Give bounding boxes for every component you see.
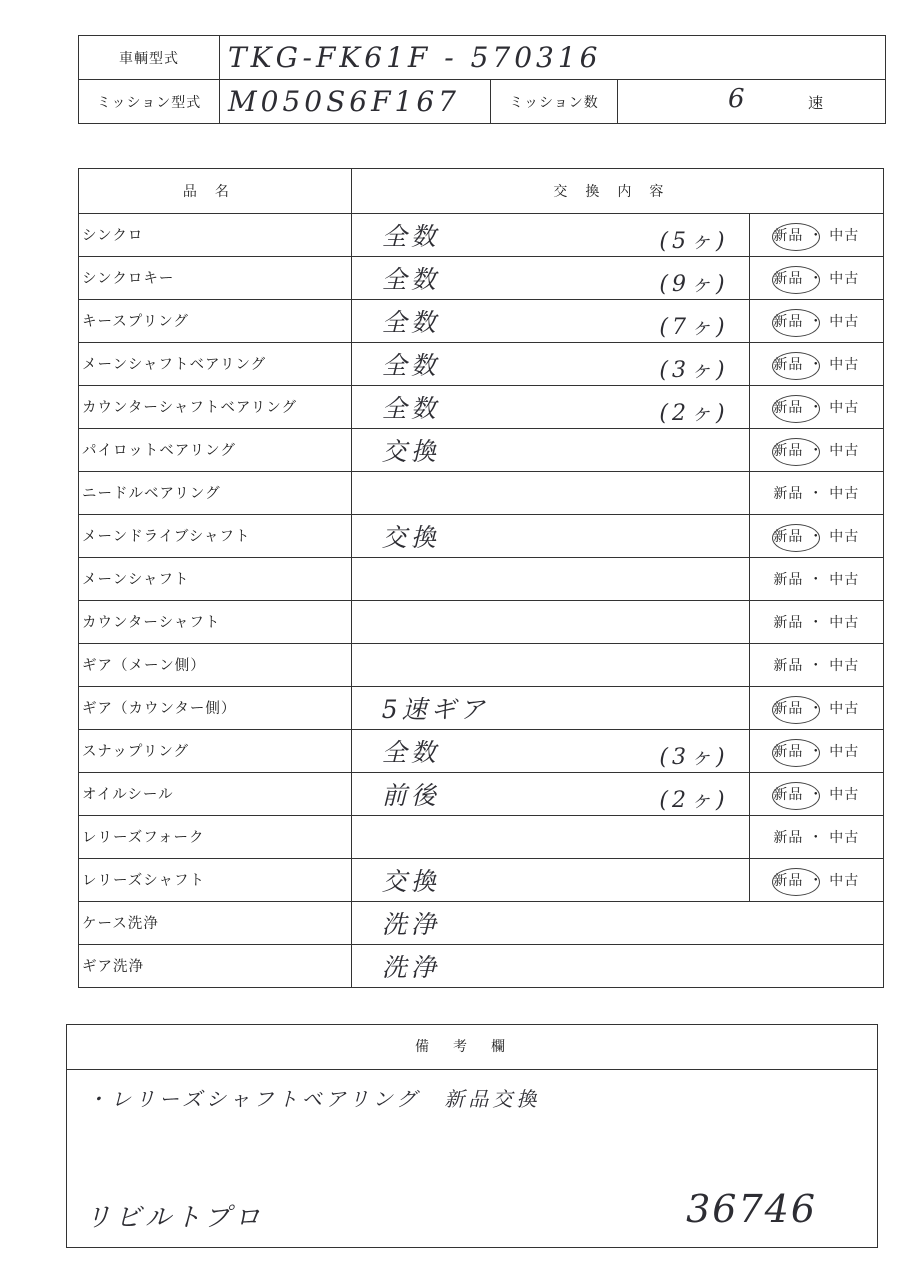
part-row: [79, 300, 884, 343]
part-content: 全数: [381, 351, 440, 380]
remarks-note: ・レリーズシャフトベアリング 新品交換: [87, 1087, 541, 1111]
part-name: ギア洗浄: [79, 945, 352, 988]
part-content: 5速ギア: [381, 695, 489, 724]
condition-options: 新品 ・ 中古: [773, 400, 860, 416]
part-row: [79, 386, 884, 429]
part-name: メーンシャフトベアリング: [79, 343, 352, 386]
transmission-model-label: ミッション型式: [79, 80, 220, 124]
part-row: [79, 515, 884, 558]
header-table: [78, 35, 886, 124]
part-row: [79, 214, 884, 257]
part-content-cell: [351, 343, 749, 386]
part-content-cell: [351, 601, 749, 644]
part-name: レリーズシャフト: [79, 859, 352, 902]
part-condition: [749, 773, 883, 816]
new-circle-mark: [772, 868, 820, 896]
part-name: ケース洗浄: [79, 902, 352, 945]
condition-options: 新品 ・ 中古: [773, 658, 860, 674]
part-condition: [749, 300, 883, 343]
condition-options: 新品 ・ 中古: [773, 486, 860, 502]
part-row: [79, 773, 884, 816]
part-count: (2ヶ): [659, 401, 729, 426]
part-name: メーンドライブシャフト: [79, 515, 352, 558]
part-name: パイロットベアリング: [79, 429, 352, 472]
part-count: (2ヶ): [659, 788, 729, 813]
part-content-cell: [351, 644, 749, 687]
part-name: メーンシャフト: [79, 558, 352, 601]
condition-options: 新品 ・ 中古: [773, 572, 860, 588]
condition-options: 新品 ・ 中古: [773, 701, 860, 717]
part-content-cell: [351, 816, 749, 859]
part-content: 交換: [381, 437, 440, 466]
condition-options: 新品 ・ 中古: [773, 443, 860, 459]
part-content-cell: [351, 214, 749, 257]
part-condition: [749, 472, 883, 515]
new-circle-mark: [772, 223, 820, 251]
vehicle-model-value: TKG-FK61F - 570316: [220, 36, 886, 80]
part-condition: [749, 687, 883, 730]
part-content-cell: [351, 300, 749, 343]
part-name: ギア（メーン側）: [79, 644, 352, 687]
part-content: 交換: [381, 867, 440, 896]
new-circle-mark: [772, 395, 820, 423]
part-condition: [749, 730, 883, 773]
part-name: ギア（カウンター側）: [79, 687, 352, 730]
new-circle-mark: [772, 739, 820, 767]
remarks-label: 備考欄: [67, 1025, 877, 1070]
part-content-cell: [351, 730, 749, 773]
transmission-speeds-cell: [618, 80, 886, 124]
part-row: [79, 730, 884, 773]
parts-table: [78, 168, 884, 988]
part-content: 洗浄: [381, 910, 440, 939]
part-count: (5ヶ): [659, 229, 729, 254]
part-content-cell: [351, 945, 883, 988]
part-condition: [749, 601, 883, 644]
part-row: [79, 257, 884, 300]
part-content-cell: [351, 386, 749, 429]
part-content-cell: [351, 902, 883, 945]
transmission-speeds-value: 6: [728, 84, 749, 114]
part-condition: [749, 515, 883, 558]
part-row: [79, 558, 884, 601]
remarks-signature: リビルトプロ: [85, 1203, 265, 1233]
part-name: カウンターシャフト: [79, 601, 352, 644]
part-condition: [749, 386, 883, 429]
new-circle-mark: [772, 309, 820, 337]
part-content-cell: [351, 687, 749, 730]
part-content: 全数: [381, 394, 440, 423]
part-condition: [749, 859, 883, 902]
part-name: オイルシール: [79, 773, 352, 816]
part-content-cell: [351, 472, 749, 515]
part-condition: [749, 429, 883, 472]
part-content-cell: [351, 257, 749, 300]
part-row: [79, 945, 884, 988]
part-name-header: 品名: [79, 169, 352, 214]
part-condition: [749, 257, 883, 300]
part-condition: [749, 644, 883, 687]
part-content-cell: [351, 859, 749, 902]
new-circle-mark: [772, 524, 820, 552]
part-condition: [749, 214, 883, 257]
condition-options: 新品 ・ 中古: [773, 873, 860, 889]
part-count: (7ヶ): [659, 315, 729, 340]
new-circle-mark: [772, 438, 820, 466]
transmission-model-value: M050S6F167: [220, 80, 491, 124]
condition-options: 新品 ・ 中古: [773, 787, 860, 803]
part-row: [79, 343, 884, 386]
part-content: 前後: [381, 781, 440, 810]
part-count: (3ヶ): [659, 745, 729, 770]
part-content-cell: [351, 773, 749, 816]
part-condition: [749, 343, 883, 386]
part-content: 全数: [381, 222, 440, 251]
condition-options: 新品 ・ 中古: [773, 615, 860, 631]
part-name: シンクロ: [79, 214, 352, 257]
part-content: 全数: [381, 265, 440, 294]
condition-options: 新品 ・ 中古: [773, 228, 860, 244]
condition-options: 新品 ・ 中古: [773, 357, 860, 373]
part-count: (9ヶ): [659, 272, 729, 297]
part-name: カウンターシャフトベアリング: [79, 386, 352, 429]
part-row: [79, 644, 884, 687]
vehicle-model-label: 車輌型式: [79, 36, 220, 80]
part-content: 全数: [381, 738, 440, 767]
part-name: スナップリング: [79, 730, 352, 773]
new-circle-mark: [772, 352, 820, 380]
speed-unit: 速: [808, 94, 824, 112]
transmission-speeds-label: ミッション数: [491, 80, 618, 124]
part-content-cell: [351, 429, 749, 472]
replacement-detail-header: 交換内容: [351, 169, 883, 214]
part-row: [79, 472, 884, 515]
part-name: シンクロキー: [79, 257, 352, 300]
part-row: [79, 816, 884, 859]
remarks-number: 36746: [686, 1187, 817, 1231]
new-circle-mark: [772, 782, 820, 810]
part-row: [79, 902, 884, 945]
condition-options: 新品 ・ 中古: [773, 314, 860, 330]
part-condition: [749, 816, 883, 859]
part-content: 交換: [381, 523, 440, 552]
part-name: キースプリング: [79, 300, 352, 343]
condition-options: 新品 ・ 中古: [773, 271, 860, 287]
part-row: [79, 429, 884, 472]
condition-options: 新品 ・ 中古: [773, 830, 860, 846]
new-circle-mark: [772, 266, 820, 294]
condition-options: 新品 ・ 中古: [773, 529, 860, 545]
part-content: 全数: [381, 308, 440, 337]
part-row: [79, 687, 884, 730]
part-content-cell: [351, 558, 749, 601]
part-count: (3ヶ): [659, 358, 729, 383]
remarks-section: [66, 1024, 878, 1248]
part-name: レリーズフォーク: [79, 816, 352, 859]
parts-body: [79, 214, 884, 988]
part-row: [79, 859, 884, 902]
part-row: [79, 601, 884, 644]
part-condition: [749, 558, 883, 601]
part-name: ニードルベアリング: [79, 472, 352, 515]
new-circle-mark: [772, 696, 820, 724]
part-content-cell: [351, 515, 749, 558]
part-content: 洗浄: [381, 953, 440, 982]
condition-options: 新品 ・ 中古: [773, 744, 860, 760]
